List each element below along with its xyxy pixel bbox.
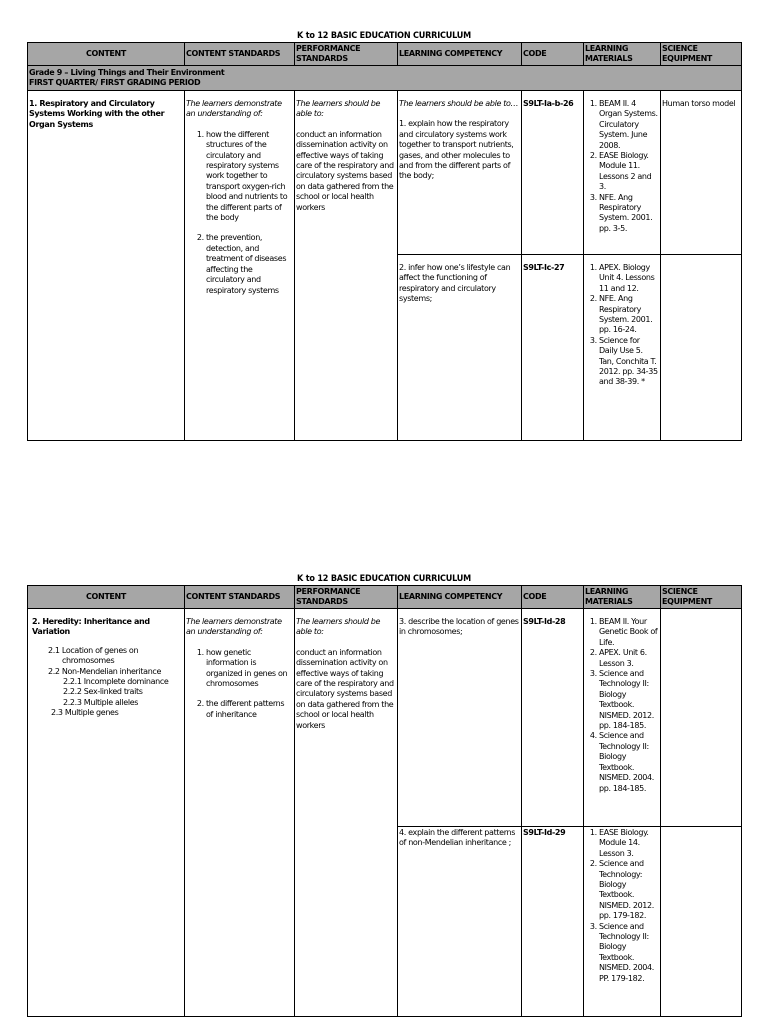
content-cell	[28, 91, 185, 441]
equipment-cell	[661, 255, 742, 441]
code-cell: S9LT-Id-28	[522, 609, 584, 827]
cs-intro: The learners demonstrate an understanding of:	[186, 99, 282, 119]
material-item: 3. Science and Technology II: Biology Textbook. NISMED. 2012. pp. 184-185.	[599, 669, 659, 731]
table-row	[28, 91, 742, 255]
code-cell: S9LT-Ia-b-26	[522, 91, 584, 255]
table-row	[28, 609, 742, 827]
header-learning-competency: LEARNING COMPETENCY	[398, 43, 522, 66]
topic-item: 2.2.2 Sex-linked traits	[63, 687, 143, 697]
header-content-standards: CONTENT STANDARDS	[185, 43, 295, 66]
equipment-cell	[661, 827, 742, 1017]
material-item: 1. EASE Biology. Module 14. Lesson 3.	[599, 828, 659, 859]
code-cell: S9LT-Ic-27	[522, 255, 584, 441]
header-content: CONTENT	[28, 586, 185, 609]
header-science-equipment: SCIENCE EQUIPMENT	[661, 43, 742, 66]
material-item: 1. BEAM II. Your Genetic Book of Life.	[599, 617, 659, 648]
topic-item: 2.2 Non-Mendelian inheritance	[48, 666, 162, 676]
header-learning-materials: LEARNING MATERIALS	[584, 586, 661, 609]
material-item: 4. Science and Technology II: Biology Textbook. NISMED. 2004. pp. 184-185.	[599, 731, 659, 793]
competency-text: 1. explain how the respiratory and circulatory systems work together to transport nutrients, gases, and other molecules to and from the different parts of the body;	[399, 119, 514, 181]
lc-intro: The learners should be able to…	[399, 99, 519, 108]
content-title: 1. Respiratory and Circulatory Systems Working with the other Organ Systems	[29, 99, 165, 129]
curriculum-table-2	[27, 585, 742, 1017]
content-standards-cell	[185, 609, 295, 1017]
topic-item: 2.3 Multiple genes	[51, 708, 119, 718]
page-title: K to 12 BASIC EDUCATION CURRICULUM	[297, 31, 471, 41]
competency-cell: 4. explain the different patterns of non-Mendelian inheritance ;	[398, 827, 522, 1017]
header-content-standards: CONTENT STANDARDS	[185, 586, 295, 609]
grade-row	[28, 66, 742, 91]
header-science-equipment: SCIENCE EQUIPMENT	[661, 586, 742, 609]
competency-cell	[398, 91, 522, 255]
code-cell: S9LT-Id-29	[522, 827, 584, 1017]
material-item: 3. NFE. Ang Respiratory System. 2001. pp. 3-5.	[599, 193, 659, 235]
header-code: CODE	[522, 586, 584, 609]
ps-text: conduct an information dissemination activity on effective ways of taking care of the respiratory and circulatory systems based on data gathered from the school or local health workers	[296, 647, 394, 730]
header-learning-materials: LEARNING MATERIALS	[584, 43, 661, 66]
topic-item: 2.1 Location of genes on chromosomes	[48, 645, 139, 666]
material-item: 1. BEAM II. 4 Organ Systems. Circulatory System. June 2008.	[599, 99, 659, 151]
material-item: 2. APEX. Unit 6. Lesson 3.	[599, 648, 659, 669]
grade-label: Grade 9 – Living Things and Their Environment	[29, 68, 225, 77]
header-performance-standards: PERFORMANCE STANDARDS	[295, 586, 398, 609]
performance-standards-cell	[295, 91, 398, 441]
equipment-cell: Human torso model	[661, 91, 742, 255]
materials-cell	[584, 827, 661, 1017]
equipment-cell	[661, 609, 742, 827]
cs-item: 2. the prevention, detection, and treatment of diseases affecting the circulatory and respiratory systems	[206, 233, 293, 295]
topic-item: 2.2.1 Incomplete dominance	[63, 677, 169, 687]
curriculum-table-1	[27, 42, 742, 441]
materials-cell	[584, 255, 661, 441]
cs-item: 2. the different patterns of inheritance	[206, 699, 293, 720]
cs-intro: The learners demonstrate an understanding of:	[186, 617, 282, 637]
material-item: 2. EASE Biology. Module 11. Lessons 2 and 3.	[599, 151, 659, 193]
header-content: CONTENT	[28, 43, 185, 66]
performance-standards-cell	[295, 609, 398, 1017]
header-learning-competency: LEARNING COMPETENCY	[398, 586, 522, 609]
material-item: 3. Science for Daily Use 5. Tan, Conchita T. 2012. pp. 34-35 and 38-39. *	[599, 336, 659, 388]
cs-item: 1. how genetic information is organized in genes on chromosomes	[206, 648, 293, 690]
material-item: 2. NFE. Ang Respiratory System. 2001. pp. 16-24.	[599, 294, 659, 336]
ps-intro: The learners should be able to:	[296, 617, 381, 637]
topic-item: 2.2.3 Multiple alleles	[63, 697, 139, 707]
quarter-label: FIRST QUARTER/ FIRST GRADING PERIOD	[29, 78, 201, 87]
cs-item: 1. how the different structures of the circulatory and respiratory systems work together to transport oxygen-rich blood and nutrients to the different parts of the body	[206, 130, 293, 224]
content-cell	[28, 609, 185, 1017]
content-title: 2. Heredity: Inheritance and Variation	[32, 617, 150, 637]
materials-cell	[584, 609, 661, 827]
materials-cell	[584, 91, 661, 255]
topic-list	[32, 646, 183, 719]
header-code: CODE	[522, 43, 584, 66]
material-item: 1. APEX. Biology Unit 4. Lessons 11 and 12.	[599, 263, 659, 294]
material-item: 2. Science and Technology: Biology Textbook. NISMED. 2012. pp. 179-182.	[599, 859, 659, 921]
header-row	[28, 43, 742, 66]
ps-intro: The learners should be able to:	[296, 99, 381, 119]
content-standards-cell	[185, 91, 295, 441]
competency-cell: 3. describe the location of genes in chromosomes;	[398, 609, 522, 827]
competency-cell: 2. infer how one’s lifestyle can affect the functioning of respiratory and circulatory systems;	[398, 255, 522, 441]
ps-text: conduct an information dissemination activity on effective ways of taking care of the respiratory and circulatory systems based on data gathered from the school or local health workers	[296, 129, 394, 212]
page-title: K to 12 BASIC EDUCATION CURRICULUM	[297, 574, 471, 584]
header-row	[28, 586, 742, 609]
grade-period	[28, 66, 742, 91]
material-item: 3. Science and Technology II: Biology Textbook. NISMED. 2004. PP. 179-182.	[599, 922, 659, 984]
header-performance-standards: PERFORMANCE STANDARDS	[295, 43, 398, 66]
